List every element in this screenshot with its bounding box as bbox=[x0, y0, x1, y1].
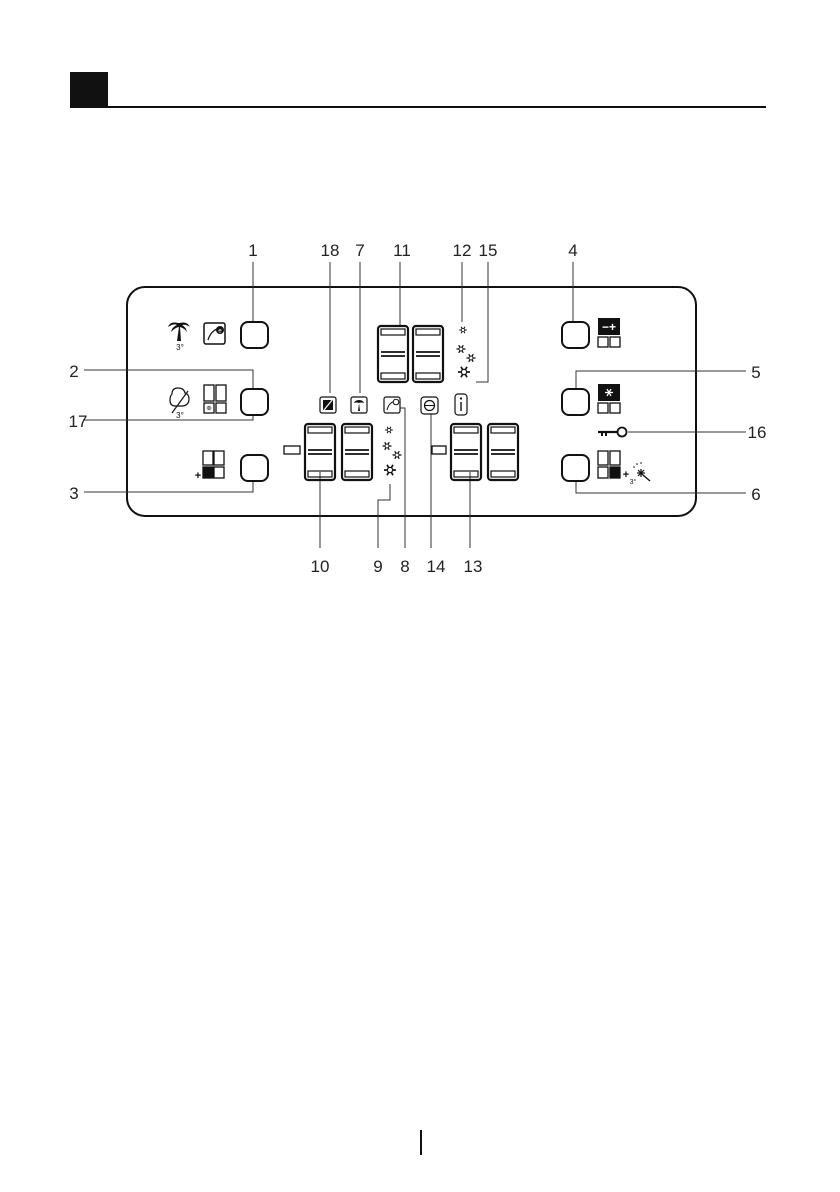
quick-freeze-icon bbox=[170, 388, 189, 420]
eco-extra-indicator-icon bbox=[384, 397, 400, 413]
callout-14: 14 bbox=[426, 557, 446, 576]
fridge-select-button[interactable] bbox=[241, 455, 268, 481]
svg-text:3°: 3° bbox=[629, 479, 637, 486]
quick-freeze-button[interactable] bbox=[241, 389, 268, 415]
fridge-compartment-icon bbox=[195, 451, 224, 482]
callout-10: 10 bbox=[310, 557, 330, 576]
top-temperature-display bbox=[378, 326, 443, 382]
palm-tree-icon bbox=[168, 323, 190, 353]
callout-11: 11 bbox=[393, 241, 411, 260]
callout-6: 6 bbox=[751, 485, 761, 504]
fridge-freeze-level-icons bbox=[383, 427, 402, 475]
holiday-indicator-icon bbox=[351, 397, 367, 413]
callout-1: 1 bbox=[248, 241, 258, 260]
svg-text:+: + bbox=[622, 469, 630, 481]
callout-numbers bbox=[69, 241, 767, 576]
callout-4: 4 bbox=[568, 241, 578, 260]
temp-adjust-button[interactable] bbox=[562, 322, 589, 348]
freezer-temperature-display bbox=[432, 424, 518, 480]
holiday-eco-button[interactable] bbox=[241, 322, 268, 348]
callout-12: 12 bbox=[452, 241, 472, 260]
callout-17: 17 bbox=[68, 412, 88, 431]
callout-16: 16 bbox=[747, 423, 767, 442]
svg-text:−+: −+ bbox=[601, 320, 617, 334]
callout-9: 9 bbox=[373, 557, 383, 576]
svg-text:+: + bbox=[194, 470, 202, 482]
svg-text:e: e bbox=[218, 328, 222, 335]
freezer-select-button[interactable] bbox=[562, 389, 589, 415]
callout-13: 13 bbox=[463, 557, 483, 576]
callout-5: 5 bbox=[751, 363, 761, 382]
callout-18: 18 bbox=[320, 241, 340, 260]
callout-3: 3 bbox=[69, 484, 79, 503]
callout-8: 8 bbox=[400, 557, 410, 576]
fridge-freezer-icon bbox=[204, 385, 226, 413]
super-freeze-icon bbox=[598, 451, 650, 486]
energy-saving-indicator-icon bbox=[421, 397, 438, 414]
callout-15: 15 bbox=[478, 241, 498, 260]
header-block-icon bbox=[70, 72, 108, 108]
svg-text:3°: 3° bbox=[176, 411, 184, 420]
info-indicator-icon bbox=[455, 394, 467, 415]
svg-text:3°: 3° bbox=[176, 343, 184, 352]
key-lock-icon bbox=[598, 428, 627, 437]
top-freeze-level-icons bbox=[457, 327, 476, 377]
eco-mode-icon bbox=[204, 323, 225, 344]
callout-2: 2 bbox=[69, 362, 79, 381]
eco-fuzzy-indicator-icon bbox=[320, 397, 336, 413]
fridge-temperature-display bbox=[284, 424, 372, 480]
super-freeze-button[interactable] bbox=[562, 455, 589, 481]
callout-7: 7 bbox=[355, 241, 365, 260]
freezer-compartment-icon bbox=[598, 384, 620, 413]
temperature-adjust-icon bbox=[598, 318, 620, 347]
